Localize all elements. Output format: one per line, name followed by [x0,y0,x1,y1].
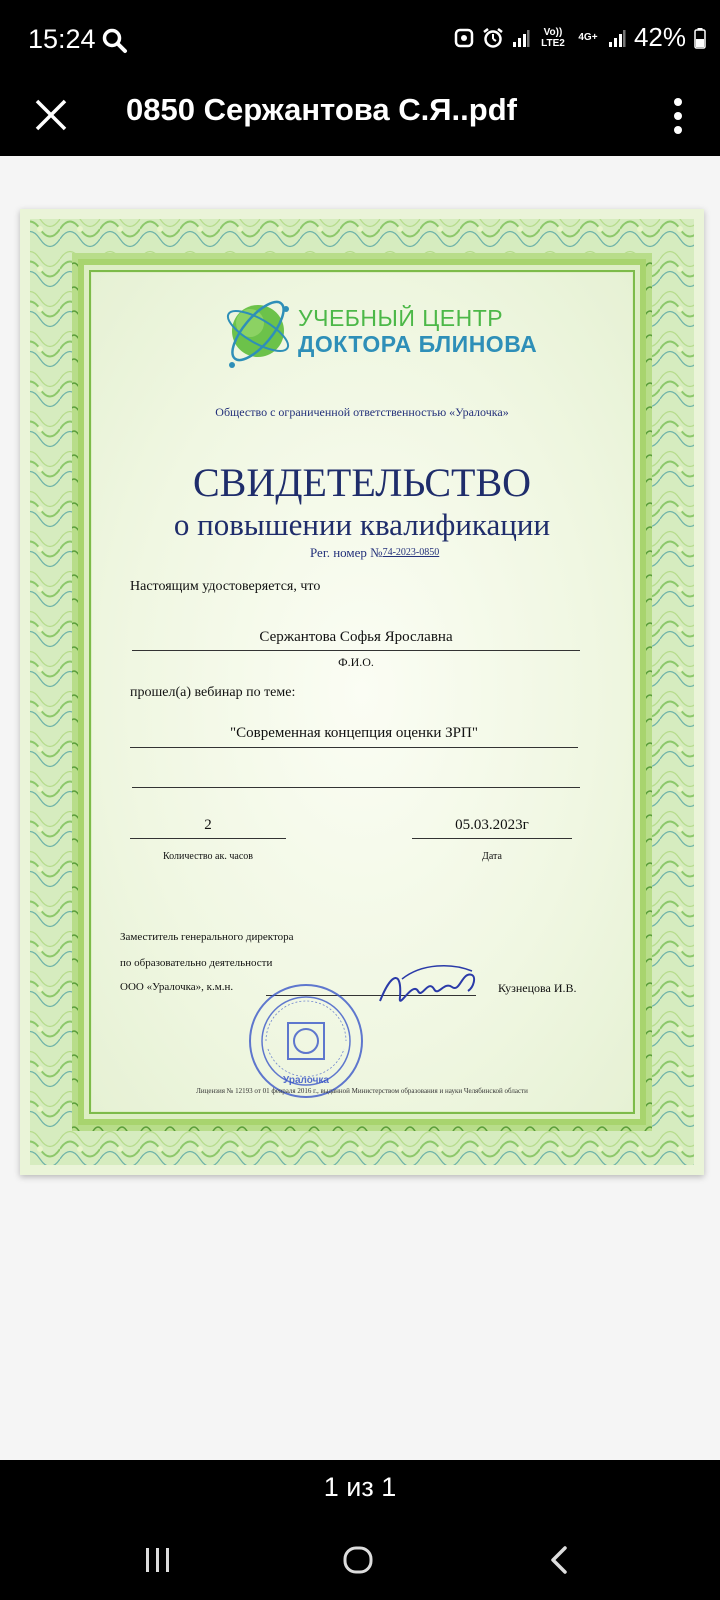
signer-line-1: Заместитель генерального директора [120,931,294,943]
stamp-seal-icon [246,981,366,1101]
stamp-text: Уралочка [283,1075,329,1086]
app-header [0,82,720,156]
registration-number [310,545,439,561]
reg-label: Рег. номер № [310,545,383,560]
close-icon[interactable] [30,94,72,136]
webinar-label: прошел(а) вебинар по теме: [130,685,296,700]
network-label-1: Vo)) LTE2 [541,26,565,49]
organization-name: Общество с ограниченной ответственностью «Уралочка» [215,405,509,419]
hours-underline [130,838,286,839]
signature-mark [372,961,482,1021]
hours-caption: Количество ак. часов [163,851,253,862]
certificate-page [20,209,704,1175]
page-indicator: 1 из 1 [323,1472,397,1502]
name-underline [132,650,580,651]
status-bar [0,0,720,82]
topic-underline-2 [132,787,580,788]
license-text: Лицензия № 12193 от 01 февраля 2016 г., выданной Министерством образования и науки Челябинской области [196,1087,528,1095]
network-label-2: 4G+ [578,32,598,43]
signer-line-2: по образовательно деятельности [120,957,273,969]
webinar-topic: "Современная концепция оценки ЗРП" [230,725,478,741]
recents-icon[interactable] [138,1540,178,1580]
hours-value: 2 [204,817,212,833]
date-value: 05.03.2023г [455,817,529,833]
signer-name: Кузнецова И.В. [498,981,577,995]
page-bar [0,1460,720,1520]
document-title: 0850 Сержантова С.Я..pdf [126,92,517,127]
logo-line-2: ДОКТОРА БЛИНОВА [298,331,538,357]
reg-number-value: 74-2023-0850 [382,547,440,558]
signer-line-3: ООО «Уралочка», к.м.н. [120,981,234,993]
logo-atom-icon [220,289,300,373]
document-viewer[interactable] [0,156,720,1460]
battery-percent: 42% [633,22,686,52]
status-icons [454,22,706,53]
navigation-bar [0,1520,720,1600]
certificate-title: СВИДЕТЕЛЬСТВО [192,460,532,505]
certifies-text: Настоящим удостоверяется, что [130,579,321,594]
certificate-subtitle: о повышении квалификации [173,507,551,542]
topic-underline [130,747,578,748]
logo-line-1: УЧЕБНЫЙ ЦЕНТР [298,305,504,331]
full-name: Сержантова Софья Ярославна [259,629,453,645]
search-icon [102,28,128,54]
signal-icon [512,28,530,48]
status-time: 15:24 [28,24,96,54]
signal-icon [608,28,626,48]
alarm-icon [482,27,504,49]
notification-icon [454,27,474,49]
more-vert-icon[interactable] [670,94,686,138]
date-underline [412,838,572,839]
back-icon[interactable] [540,1540,580,1580]
battery-icon [694,27,706,49]
name-caption: Ф.И.О. [338,655,374,669]
home-icon[interactable] [338,1540,378,1580]
date-caption: Дата [482,851,502,862]
